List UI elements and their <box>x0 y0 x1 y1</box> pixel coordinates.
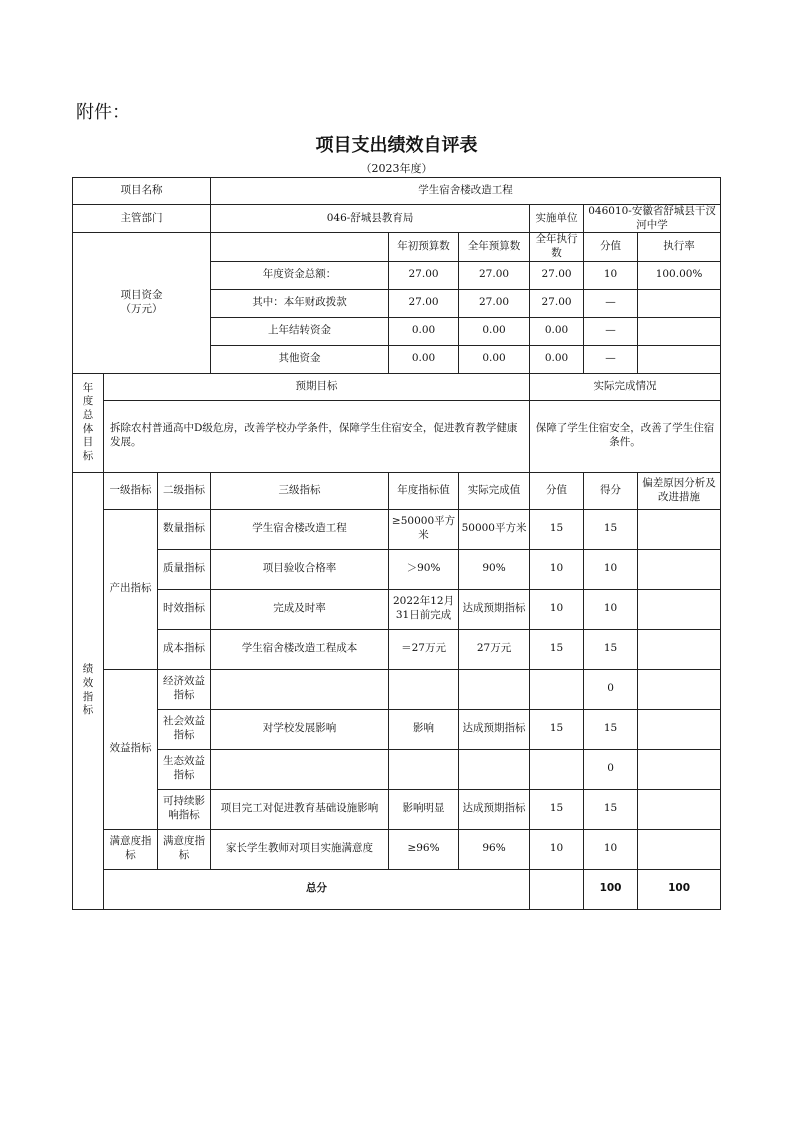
indicator-row <box>73 669 721 709</box>
evaluation-table <box>72 177 721 910</box>
funds-row-label: 上年结转资金 <box>211 317 389 345</box>
total-row <box>73 869 721 909</box>
department-value: 046-舒城县教育局 <box>211 205 530 233</box>
level3-indicator: 对学校发展影响 <box>211 709 389 749</box>
total-score: 100 <box>638 869 721 909</box>
indicator-header-cell: 得分 <box>584 472 638 509</box>
funds-initial: 27.00 <box>389 289 459 317</box>
score: 10 <box>584 829 638 869</box>
level2-indicator: 经济效益指标 <box>158 669 211 709</box>
actual-value: 50000平方米 <box>459 509 530 549</box>
deviation-reason <box>638 589 721 629</box>
actual-result-header: 实际完成情况 <box>530 373 721 400</box>
funds-score-value: — <box>584 317 638 345</box>
funds-header-row <box>73 233 721 261</box>
indicator-header-cell: 三级指标 <box>211 472 389 509</box>
unit-value: 046010-安徽省舒城县干汊河中学 <box>584 205 721 233</box>
funds-score-value: — <box>584 289 638 317</box>
indicator-row <box>73 789 721 829</box>
indicator-header-cell: 分值 <box>530 472 584 509</box>
deviation-reason <box>638 549 721 589</box>
score-value: 15 <box>530 629 584 669</box>
deviation-reason <box>638 629 721 669</box>
target-value: ≥50000平方米 <box>389 509 459 549</box>
funds-score-value: 10 <box>584 261 638 289</box>
funds-header-cell: 年初预算数 <box>389 233 459 261</box>
funds-annual: 27.00 <box>459 261 530 289</box>
target-value: ＞90% <box>389 549 459 589</box>
funds-annual: 0.00 <box>459 317 530 345</box>
funds-annual: 27.00 <box>459 289 530 317</box>
funds-score-value: — <box>584 345 638 373</box>
actual-result-text: 保障了学生住宿安全，改善了学生住宿条件。 <box>530 400 721 472</box>
actual-value: 96% <box>459 829 530 869</box>
funds-row-label: 其他资金 <box>211 345 389 373</box>
expected-goal-text: 拆除农村普通高中D级危房，改善学校办学条件，保障学生住宿安全，促进教育教学健康发展。 <box>104 400 530 472</box>
score-value: 10 <box>530 589 584 629</box>
indicator-row <box>73 709 721 749</box>
total-blank <box>530 869 584 909</box>
score-value: 10 <box>530 549 584 589</box>
score: 0 <box>584 749 638 789</box>
project-name-label: 项目名称 <box>73 178 211 205</box>
actual-value <box>459 669 530 709</box>
deviation-reason <box>638 669 721 709</box>
deviation-reason <box>638 509 721 549</box>
indicator-row <box>73 749 721 789</box>
indicator-row <box>73 509 721 549</box>
actual-value: 27万元 <box>459 629 530 669</box>
funds-executed: 27.00 <box>530 289 584 317</box>
score: 15 <box>584 629 638 669</box>
funds-annual: 0.00 <box>459 345 530 373</box>
project-name-row <box>73 178 721 205</box>
level2-indicator: 质量指标 <box>158 549 211 589</box>
funds-initial: 27.00 <box>389 261 459 289</box>
level3-indicator: 项目验收合格率 <box>211 549 389 589</box>
indicator-row <box>73 829 721 869</box>
funds-executed: 0.00 <box>530 317 584 345</box>
goals-header-row <box>73 373 721 400</box>
funds-header-cell: 分值 <box>584 233 638 261</box>
indicator-row <box>73 549 721 589</box>
score: 10 <box>584 589 638 629</box>
level2-indicator: 满意度指标 <box>158 829 211 869</box>
funds-header-cell: 执行率 <box>638 233 721 261</box>
deviation-reason <box>638 709 721 749</box>
score-value: 10 <box>530 829 584 869</box>
target-value: ＝27万元 <box>389 629 459 669</box>
funds-initial: 0.00 <box>389 345 459 373</box>
deviation-reason <box>638 789 721 829</box>
actual-value <box>459 749 530 789</box>
total-label: 总分 <box>104 869 530 909</box>
score-value <box>530 749 584 789</box>
actual-value: 达成预期指标 <box>459 709 530 749</box>
indicator-header-cell: 一级指标 <box>104 472 158 509</box>
funds-initial: 0.00 <box>389 317 459 345</box>
level2-indicator: 可持续影响指标 <box>158 789 211 829</box>
funds-rate <box>638 317 721 345</box>
target-value: 2022年12月31日前完成 <box>389 589 459 629</box>
target-value <box>389 749 459 789</box>
score-value: 15 <box>530 509 584 549</box>
actual-value: 达成预期指标 <box>459 589 530 629</box>
funds-label: 项目资金 （万元） <box>73 233 211 373</box>
project-name-value: 学生宿舍楼改造工程 <box>211 178 721 205</box>
year-subtitle: （2023年度） <box>360 162 433 175</box>
deviation-reason <box>638 829 721 869</box>
actual-value: 达成预期指标 <box>459 789 530 829</box>
level3-indicator <box>211 669 389 709</box>
score: 15 <box>584 709 638 749</box>
department-row <box>73 205 721 233</box>
score-value <box>530 669 584 709</box>
target-value: 影响明显 <box>389 789 459 829</box>
level3-indicator: 学生宿舍楼改造工程成本 <box>211 629 389 669</box>
level2-indicator: 生态效益指标 <box>158 749 211 789</box>
benefit-indicator-label: 效益指标 <box>104 669 158 829</box>
department-label: 主管部门 <box>73 205 211 233</box>
indicators-header-row <box>73 472 721 509</box>
indicators-side-label: 绩效指标 <box>73 472 104 909</box>
funds-header-blank <box>211 233 389 261</box>
target-value: 影响 <box>389 709 459 749</box>
indicator-header-cell: 年度指标值 <box>389 472 459 509</box>
target-value <box>389 669 459 709</box>
indicator-row <box>73 589 721 629</box>
actual-value: 90% <box>459 549 530 589</box>
target-value: ≥96% <box>389 829 459 869</box>
satisfaction-indicator-label: 满意度指标 <box>104 829 158 869</box>
level2-indicator: 时效指标 <box>158 589 211 629</box>
page-title: 项目支出绩效自评表 <box>315 135 478 156</box>
goals-side-label: 年度总体目标 <box>73 373 104 472</box>
funds-executed: 27.00 <box>530 261 584 289</box>
score: 10 <box>584 549 638 589</box>
level3-indicator: 学生宿舍楼改造工程 <box>211 509 389 549</box>
level3-indicator: 完成及时率 <box>211 589 389 629</box>
funds-rate <box>638 345 721 373</box>
goals-content-row <box>73 400 721 472</box>
score: 15 <box>584 509 638 549</box>
attachment-label: 附件： <box>76 102 130 123</box>
indicator-header-cell: 二级指标 <box>158 472 211 509</box>
score-value: 15 <box>530 709 584 749</box>
level2-indicator: 成本指标 <box>158 629 211 669</box>
funds-header-cell: 全年执行数 <box>530 233 584 261</box>
indicator-header-cell: 实际完成值 <box>459 472 530 509</box>
funds-row-label: 年度资金总额： <box>211 261 389 289</box>
level2-indicator: 数量指标 <box>158 509 211 549</box>
level3-indicator <box>211 749 389 789</box>
level2-indicator: 社会效益指标 <box>158 709 211 749</box>
funds-header-cell: 全年预算数 <box>459 233 530 261</box>
funds-row-label: 其中：本年财政拨款 <box>211 289 389 317</box>
score-value: 15 <box>530 789 584 829</box>
level3-indicator: 家长学生教师对项目实施满意度 <box>211 829 389 869</box>
output-indicator-label: 产出指标 <box>104 509 158 669</box>
indicator-row <box>73 629 721 669</box>
indicator-header-cell: 偏差原因分析及改进措施 <box>638 472 721 509</box>
funds-rate <box>638 289 721 317</box>
total-score-value: 100 <box>584 869 638 909</box>
score: 0 <box>584 669 638 709</box>
deviation-reason <box>638 749 721 789</box>
unit-label: 实施单位 <box>530 205 584 233</box>
expected-goal-header: 预期目标 <box>104 373 530 400</box>
funds-rate: 100.00% <box>638 261 721 289</box>
funds-executed: 0.00 <box>530 345 584 373</box>
level3-indicator: 项目完工对促进教育基础设施影响 <box>211 789 389 829</box>
score: 15 <box>584 789 638 829</box>
